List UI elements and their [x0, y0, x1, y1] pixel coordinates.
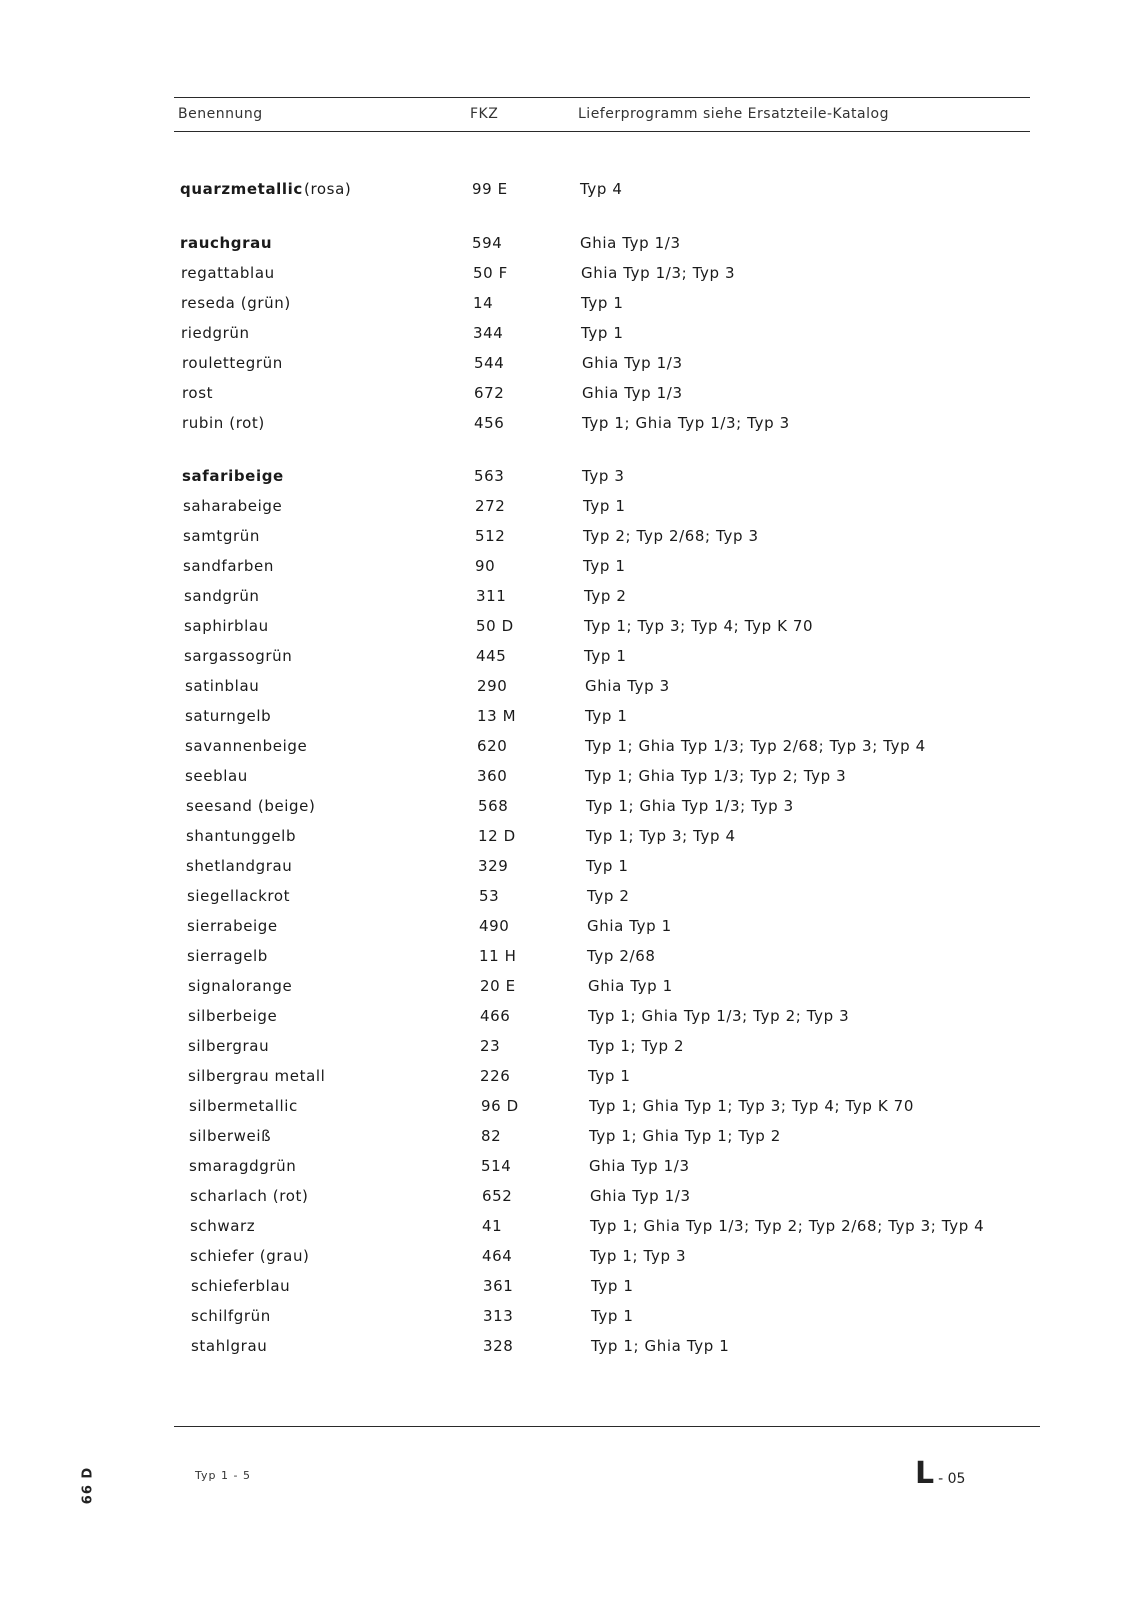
program-types: Ghia Typ 1/3 [589, 1157, 690, 1175]
footer-rule [174, 1426, 1040, 1427]
fkz-code: 563 [474, 467, 505, 485]
table-row [0, 767, 1143, 791]
color-name: sierragelb [187, 947, 268, 965]
color-name: regattablau [181, 264, 275, 282]
fkz-code: 82 [481, 1127, 502, 1145]
color-name: roulettegrün [182, 354, 283, 372]
program-types: Typ 1; Ghia Typ 1; Typ 2 [589, 1127, 781, 1145]
fkz-code: 50 D [476, 617, 514, 635]
fkz-code: 14 [473, 294, 494, 312]
program-types: Ghia Typ 1/3 [582, 354, 683, 372]
color-name: silbergrau metall [188, 1067, 326, 1085]
program-types: Typ 1 [583, 497, 626, 515]
color-name: riedgrün [181, 324, 250, 342]
table-row [0, 180, 1143, 204]
table-row [0, 857, 1143, 881]
color-name: signalorange [188, 977, 293, 995]
program-types: Typ 1; Ghia Typ 1/3; Typ 2; Typ 2/68; Typ 3; Typ 4 [590, 1217, 985, 1235]
fkz-code: 620 [477, 737, 508, 755]
table-row [0, 1157, 1143, 1181]
color-name: silberbeige [188, 1007, 278, 1025]
color-name: sierrabeige [187, 917, 278, 935]
program-types: Typ 2; Typ 2/68; Typ 3 [583, 527, 759, 545]
color-name: silbermetallic [189, 1097, 298, 1115]
program-types: Typ 4 [580, 180, 623, 198]
fkz-code: 594 [472, 234, 503, 252]
color-name: satinblau [185, 677, 260, 695]
table-row [0, 324, 1143, 348]
table-row [0, 1247, 1143, 1271]
program-types: Typ 1; Typ 3 [590, 1247, 687, 1265]
table-row [0, 467, 1143, 491]
color-name: silbergrau [188, 1037, 270, 1055]
fkz-code: 20 E [480, 977, 516, 995]
table-row [0, 917, 1143, 941]
program-types: Typ 1; Ghia Typ 1/3; Typ 2; Typ 3 [588, 1007, 850, 1025]
fkz-code: 12 D [478, 827, 516, 845]
fkz-code: 290 [477, 677, 508, 695]
color-name: shantunggelb [186, 827, 297, 845]
fkz-code: 96 D [481, 1097, 519, 1115]
table-row [0, 977, 1143, 1001]
color-name: sandgrün [184, 587, 260, 605]
section-number: - 05 [938, 1471, 966, 1487]
color-name: saphirblau [184, 617, 269, 635]
program-types: Typ 1; Typ 3; Typ 4 [586, 827, 736, 845]
program-types: Typ 1; Typ 3; Typ 4; Typ K 70 [584, 617, 814, 635]
color-name: seeblau [185, 767, 248, 785]
program-types: Typ 2/68 [587, 947, 656, 965]
table-row [0, 1007, 1143, 1031]
fkz-code: 672 [474, 384, 505, 402]
table-row [0, 1337, 1143, 1361]
table-row [0, 617, 1143, 641]
table-row [0, 887, 1143, 911]
program-types: Typ 1 [581, 324, 624, 342]
section-letter: L [915, 1456, 935, 1491]
program-types: Typ 1 [591, 1307, 634, 1325]
color-name: sandfarben [183, 557, 274, 575]
table-row [0, 354, 1143, 378]
program-types: Ghia Typ 1 [588, 977, 673, 995]
table-row [0, 1187, 1143, 1211]
color-name: samtgrün [183, 527, 261, 545]
table-row [0, 1037, 1143, 1061]
fkz-code: 90 [475, 557, 496, 575]
table-row [0, 797, 1143, 821]
table-row [0, 294, 1143, 318]
table-row [0, 1067, 1143, 1091]
color-name: saharabeige [183, 497, 283, 515]
table-row [0, 827, 1143, 851]
fkz-code: 456 [474, 414, 505, 432]
color-name: reseda (grün) [181, 294, 291, 312]
color-name: schieferblau [191, 1277, 291, 1295]
fkz-code: 272 [475, 497, 506, 515]
color-name: safaribeige [182, 467, 284, 485]
table-row [0, 264, 1143, 288]
program-types: Ghia Typ 1/3 [582, 384, 683, 402]
color-name: sargassogrün [184, 647, 293, 665]
program-types: Typ 1 [581, 294, 624, 312]
table-row [0, 1097, 1143, 1121]
fkz-code: 313 [483, 1307, 514, 1325]
table-row [0, 647, 1143, 671]
fkz-code: 514 [481, 1157, 512, 1175]
fkz-code: 13 M [477, 707, 517, 725]
program-types: Typ 1; Ghia Typ 1; Typ 3; Typ 4; Typ K 70 [589, 1097, 914, 1115]
fkz-code: 568 [478, 797, 509, 815]
fkz-code: 490 [479, 917, 510, 935]
table-row [0, 527, 1143, 551]
table-row [0, 1217, 1143, 1241]
header-top-rule [174, 97, 1030, 98]
table-row [0, 384, 1143, 408]
color-name: shetlandgrau [186, 857, 293, 875]
fkz-code: 50 F [473, 264, 508, 282]
fkz-code: 360 [477, 767, 508, 785]
table-row [0, 947, 1143, 971]
fkz-code: 466 [480, 1007, 511, 1025]
program-types: Typ 1 [588, 1067, 631, 1085]
header-program-label: Lieferprogramm siehe Ersatzteile-Katalog [578, 106, 889, 122]
fkz-code: 344 [473, 324, 504, 342]
fkz-code: 328 [483, 1337, 514, 1355]
program-types: Typ 2 [584, 587, 627, 605]
table-row [0, 234, 1143, 258]
fkz-code: 41 [482, 1217, 503, 1235]
table-row [0, 587, 1143, 611]
program-types: Ghia Typ 3 [585, 677, 670, 695]
fkz-code: 226 [480, 1067, 511, 1085]
program-types: Typ 1; Ghia Typ 1 [591, 1337, 730, 1355]
table-row [0, 1307, 1143, 1331]
color-name: siegellackrot [187, 887, 291, 905]
color-name: scharlach (rot) [190, 1187, 309, 1205]
table-row [0, 1127, 1143, 1151]
fkz-code: 329 [478, 857, 509, 875]
fkz-code: 361 [483, 1277, 514, 1295]
color-name: rost [182, 384, 214, 402]
table-row [0, 677, 1143, 701]
color-name-suffix: (rosa) [304, 180, 352, 198]
table-row [0, 707, 1143, 731]
header-fkz-label: FKZ [470, 106, 499, 122]
program-types: Typ 1; Ghia Typ 1/3; Typ 2/68; Typ 3; Typ 4 [585, 737, 926, 755]
program-types: Typ 3 [582, 467, 625, 485]
table-row [0, 737, 1143, 761]
program-types: Typ 1; Typ 2 [588, 1037, 685, 1055]
color-name: savannenbeige [185, 737, 308, 755]
table-row [0, 414, 1143, 438]
program-types: Typ 1; Ghia Typ 1/3; Typ 3 [582, 414, 790, 432]
color-name: stahlgrau [191, 1337, 268, 1355]
table-row [0, 557, 1143, 581]
color-name: smaragdgrün [189, 1157, 297, 1175]
table-header [0, 106, 1143, 126]
fkz-code: 512 [475, 527, 506, 545]
footer-type-label: Typ 1 - 5 [195, 1469, 251, 1482]
program-types: Typ 2 [587, 887, 630, 905]
fkz-code: 23 [480, 1037, 501, 1055]
side-code: 66 D [80, 1466, 96, 1505]
program-types: Ghia Typ 1 [587, 917, 672, 935]
program-types: Typ 1; Ghia Typ 1/3; Typ 3 [586, 797, 794, 815]
color-name: rubin (rot) [182, 414, 265, 432]
color-name: silberweiß [189, 1127, 272, 1145]
program-types: Typ 1 [586, 857, 629, 875]
program-types: Ghia Typ 1/3 [590, 1187, 691, 1205]
program-types: Typ 1; Ghia Typ 1/3; Typ 2; Typ 3 [585, 767, 847, 785]
page-number [915, 1456, 965, 1491]
fkz-code: 311 [476, 587, 507, 605]
color-name: schiefer (grau) [190, 1247, 310, 1265]
header-bottom-rule [174, 131, 1030, 132]
header-name-label: Benennung [178, 106, 263, 122]
program-types: Typ 1 [585, 707, 628, 725]
fkz-code: 652 [482, 1187, 513, 1205]
fkz-code: 544 [474, 354, 505, 372]
fkz-code: 464 [482, 1247, 513, 1265]
color-name: schilfgrün [191, 1307, 271, 1325]
fkz-code: 11 H [479, 947, 517, 965]
table-row [0, 1277, 1143, 1301]
table-row [0, 497, 1143, 521]
program-types: Typ 1 [591, 1277, 634, 1295]
program-types: Typ 1 [583, 557, 626, 575]
color-name: saturngelb [185, 707, 272, 725]
program-types: Typ 1 [584, 647, 627, 665]
fkz-code: 53 [479, 887, 500, 905]
program-types: Ghia Typ 1/3 [580, 234, 681, 252]
fkz-code: 445 [476, 647, 507, 665]
color-name: schwarz [190, 1217, 256, 1235]
program-types: Ghia Typ 1/3; Typ 3 [581, 264, 736, 282]
color-name: rauchgrau [180, 234, 273, 252]
color-name: quarzmetallic [180, 180, 303, 198]
fkz-code: 99 E [472, 180, 508, 198]
color-name: seesand (beige) [186, 797, 316, 815]
